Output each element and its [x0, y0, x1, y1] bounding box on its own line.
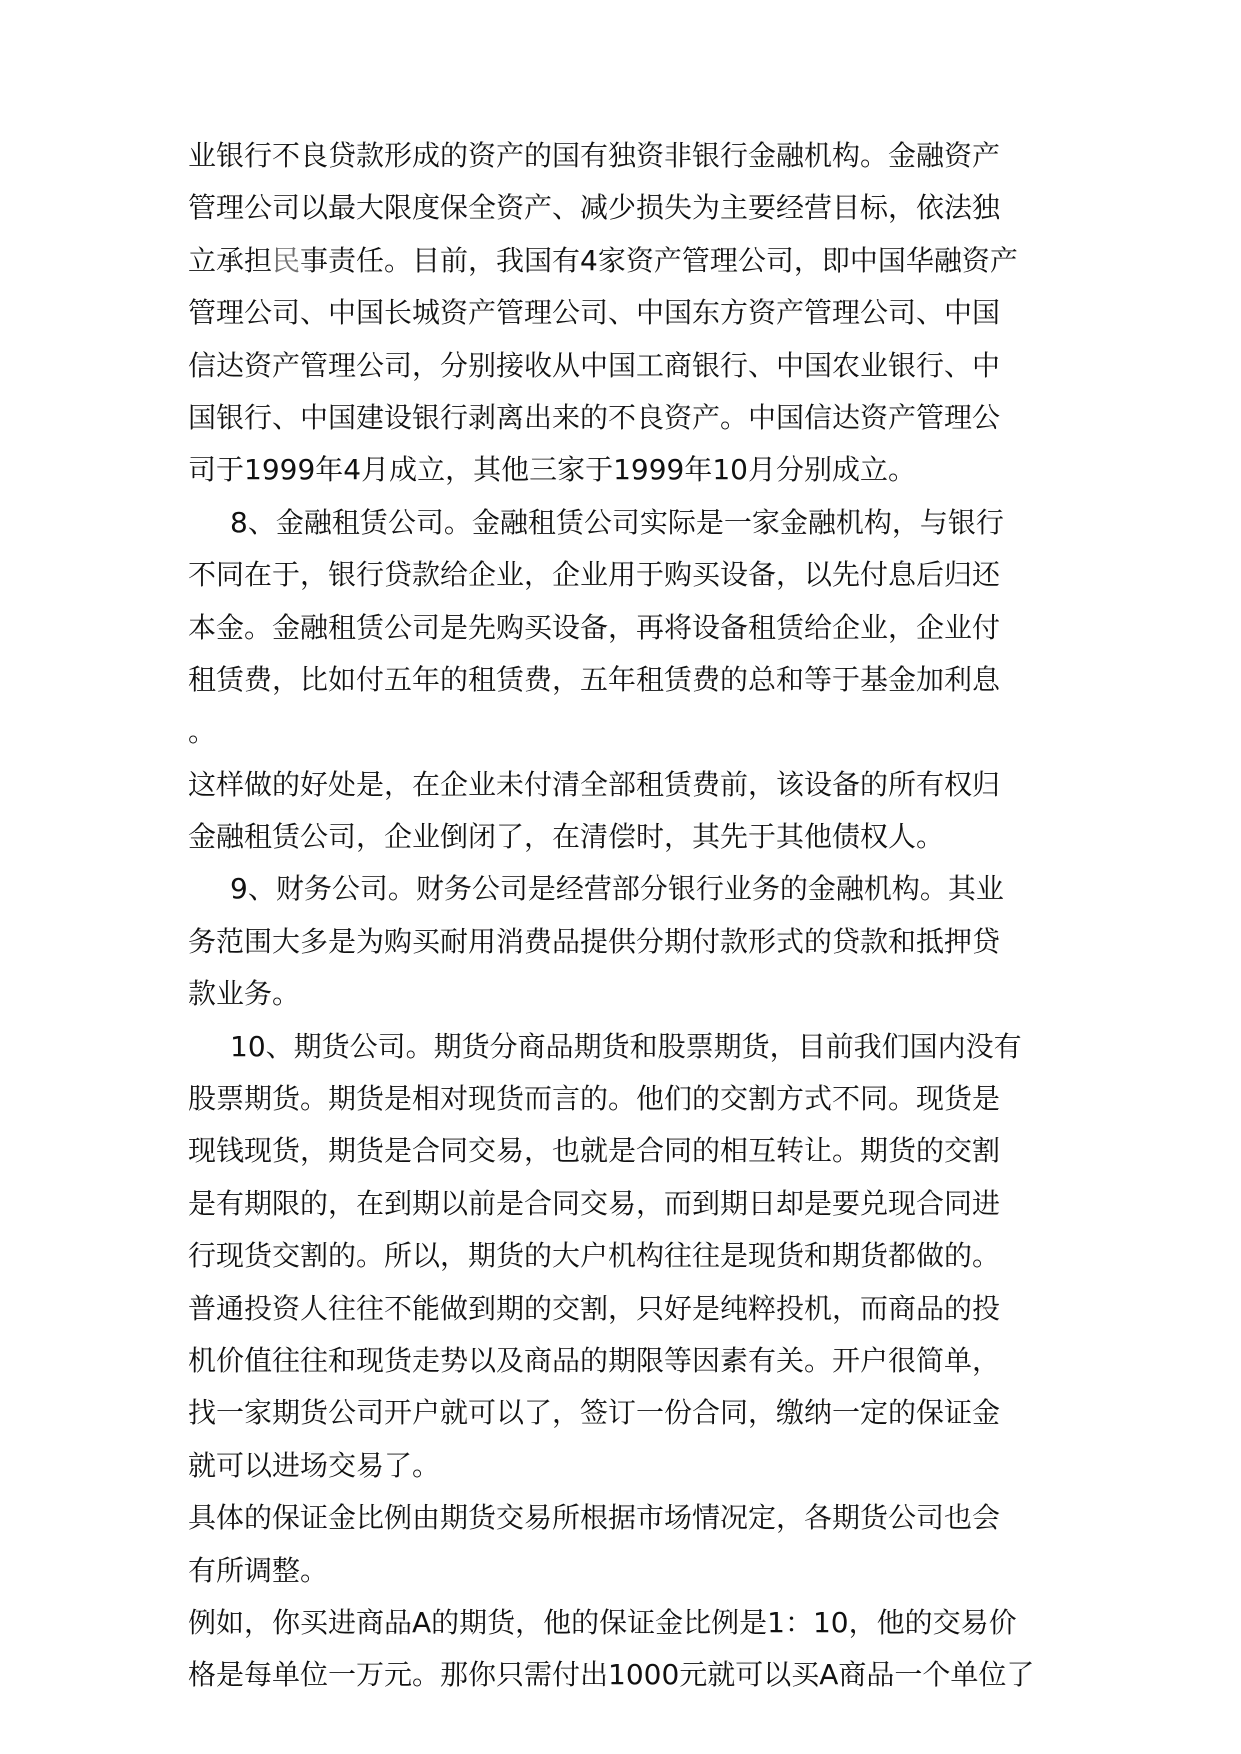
text-line: 这样做的好处是，在企业未付清全部租赁费前，该设备的所有权归 [188, 767, 1001, 801]
text-line: 。 [188, 715, 217, 749]
text-line: 具体的保证金比例由期货交易所根据市场情况定，各期货公司也会 [188, 1501, 1001, 1535]
faded-character: 民 [272, 243, 301, 277]
text-line: 本金。金融租赁公司是先购买设备，再将设备租赁给企业，企业付 [188, 610, 1001, 644]
text-line: 信达资产管理公司，分别接收从中国工商银行、中国农业银行、中 [188, 348, 1001, 382]
text-line: 金融租赁公司，企业倒闭了，在清偿时，其先于其他债权人。 [188, 820, 945, 854]
text-line: 管理公司以最大限度保全资产、减少损失为主要经营目标，依法独 [188, 191, 1001, 225]
text-line: 管理公司、中国长城资产管理公司、中国东方资产管理公司、中国 [188, 296, 1001, 330]
text-fragment: 事责任。目前，我国有4家资产管理公司，即中国华融资产 [300, 243, 1018, 277]
text-line: 是有期限的，在到期以前是合同交易，而到期日却是要兑现合同进 [188, 1186, 1001, 1220]
text-line: 国银行、中国建设银行剥离出来的不良资产。中国信达资产管理公 [188, 400, 1001, 434]
text-line: 机价值往往和现货走势以及商品的期限等因素有关。开户很简单， [188, 1343, 1001, 1377]
text-line: 务范围大多是为购买耐用消费品提供分期付款形式的贷款和抵押贷 [188, 924, 1001, 958]
text-line: 司于1999年4月成立，其他三家于1999年10月分别成立。 [188, 453, 916, 487]
text-line: 就可以进场交易了。 [188, 1448, 441, 1482]
text-line: 业银行不良贷款形成的资产的国有独资非银行金融机构。金融资产 [188, 139, 1001, 172]
text-line: 行现货交割的。所以，期货的大户机构往往是现货和期货都做的。 [188, 1239, 1001, 1273]
paragraph-start-9: 9、财务公司。财务公司是经营部分银行业务的金融机构。其业 [230, 872, 1004, 906]
text-line: 股票期货。期货是相对现货而言的。他们的交割方式不同。现货是 [188, 1082, 1001, 1116]
text-line: 租赁费，比如付五年的租赁费，五年租赁费的总和等于基金加利息 [188, 662, 1001, 696]
text-line [188, 235, 1068, 287]
paragraph-start-10: 10、期货公司。期货分商品期货和股票期货，目前我们国内没有 [230, 1029, 1022, 1063]
text-fragment: 立承担 [188, 243, 273, 277]
text-line: 款业务。 [188, 977, 301, 1011]
paragraph-start-8: 8、金融租赁公司。金融租赁公司实际是一家金融机构，与银行 [230, 505, 1004, 539]
text-line: 例如，你买进商品A的期货，他的保证金比例是1：10，他的交易价 [188, 1605, 1017, 1639]
text-line: 现钱现货，期货是合同交易，也就是合同的相互转让。期货的交割 [188, 1134, 1001, 1168]
text-line: 普通投资人往往不能做到期的交割，只好是纯粹投机，而商品的投 [188, 1291, 1001, 1325]
text-line: 格是每单位一万元。那你只需付出1000元就可以买A商品一个单位了 [188, 1658, 1035, 1692]
document-page [188, 130, 1068, 1702]
text-line: 有所调整。 [188, 1553, 329, 1587]
text-line: 找一家期货公司开户就可以了，签订一份合同，缴纳一定的保证金 [188, 1396, 1001, 1430]
text-line: 不同在于，银行贷款给企业，企业用于购买设备，以先付息后归还 [188, 558, 1001, 592]
